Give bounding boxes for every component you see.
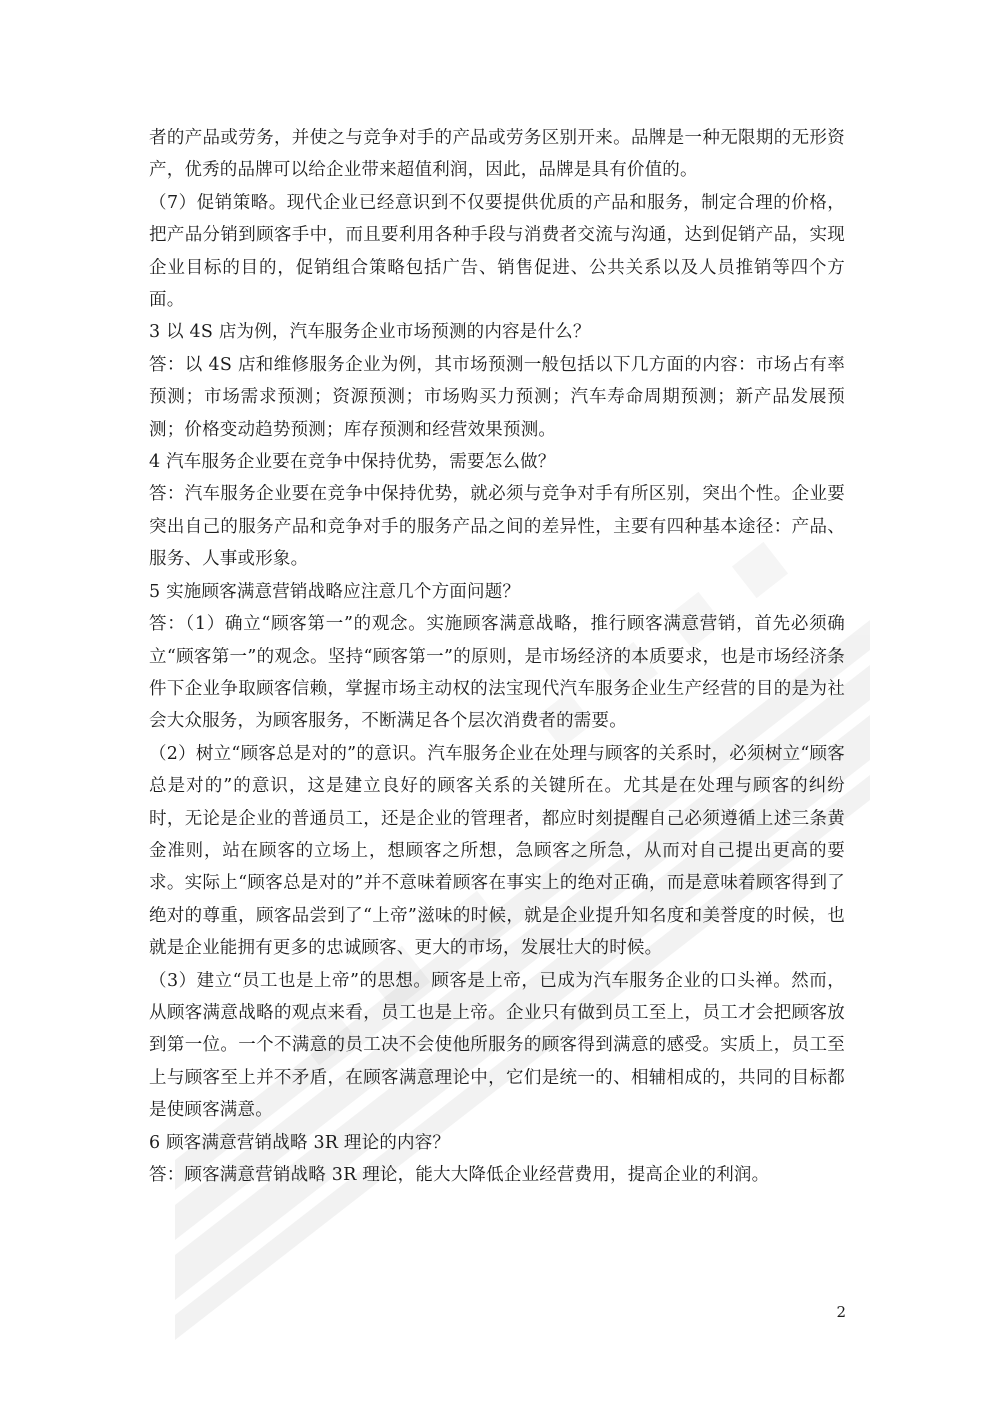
answer-5-point-2: （2）树立“顾客总是对的”的意识。汽车服务企业在处理与顾客的关系时，必须树立“顾客总是对的”的意识，这是建立良好的顾客关系的关键所在。尤其是在处理与顾客的纠纷时，无论是企业的普通员工，还是企业的管理者，都应时刻提醒自己必须遵循上述三条黄金准则，站在顾客的立场上，想顾客之所想，急顾客之所急，从而对自己提出更高的要求。实际上“顾客总是对的”并不意味着顾客在事实上的绝对正确，而是意味着顾客得到了绝对的尊重，顾客品尝到了“上帝”滋味的时候，就是企业提升知名度和美誉度的时候，也就是企业能拥有更多的忠诚顾客、更大的市场，发展壮大的时候。 bbox=[149, 743, 845, 959]
answer-4: 答：汽车服务企业要在竞争中保持优势，就必须与竞争对手有所区别，突出个性。企业要突出自己的服务产品和竞争对手的服务产品之间的差异性，主要有四种基本途径：产品、服务、人事或形象。 bbox=[149, 484, 845, 570]
question-3: 3 以 4S 店为例，汽车服务企业市场预测的内容是什么？ bbox=[149, 322, 591, 343]
question-6: 6 顾客满意营销战略 3R 理论的内容？ bbox=[149, 1132, 451, 1153]
answer-5-point-1: 答：（1）确立“顾客第一”的观念。实施顾客满意战略，推行顾客满意营销，首先必须确立“顾客第一”的观念。坚持“顾客第一”的原则，是市场经济的本质要求，也是市场经济条件下企业争取顾客信赖，掌握市场主动权的法宝现代汽车服务企业生产经营的目的是为社会大众服务，为顾客服务，不断满足各个层次消费者的需要。 bbox=[149, 614, 845, 732]
answer-5-point-3: （3）建立“员工也是上帝”的思想。顾客是上帝，已成为汽车服务企业的口头禅。然而，从顾客满意战略的观点来看，员工也是上帝。企业只有做到员工至上，员工才会把顾客放到第一位。一个不满意的员工决不会使他所服务的顾客得到满意的感受。实质上，员工至上与顾客至上并不矛盾，在顾客满意理论中，它们是统一的、相辅相成的，共同的目标都是使顾客满意。 bbox=[149, 970, 845, 1121]
answer-3: 答：以 4S 店和维修服务企业为例，其市场预测一般包括以下几方面的内容：市场占有率预测；市场需求预测；资源预测；市场购买力预测；汽车寿命周期预测；新产品发展预测；价格变动趋势预测；库存预测和经营效果预测。 bbox=[149, 354, 845, 440]
paragraph-brand-continuation: 者的产品或劳务，并使之与竞争对手的产品或劳务区别开来。品牌是一种无限期的无形资产，优秀的品牌可以给企业带来超值利润，因此，品牌是具有价值的。 bbox=[149, 128, 845, 181]
answer-6: 答：顾客满意营销战略 3R 理论，能大大降低企业经营费用，提高企业的利润。 bbox=[149, 1165, 770, 1185]
page-number: 2 bbox=[836, 1303, 846, 1321]
question-4: 4 汽车服务企业要在竞争中保持优势，需要怎么做？ bbox=[149, 452, 556, 473]
paragraph-promotion-strategy: （7）促销策略。现代企业已经意识到不仅要提供优质的产品和服务，制定合理的价格，把产品分销到顾客手中，而且要利用各种手段与消费者交流与沟通，达到促销产品，实现企业目标的目的，促销组合策略包括广告、销售促进、公共关系以及人员推销等四个方面。 bbox=[149, 192, 845, 311]
document-body bbox=[149, 122, 845, 1191]
question-5: 5 实施顾客满意营销战略应注意几个方面问题？ bbox=[149, 581, 521, 602]
